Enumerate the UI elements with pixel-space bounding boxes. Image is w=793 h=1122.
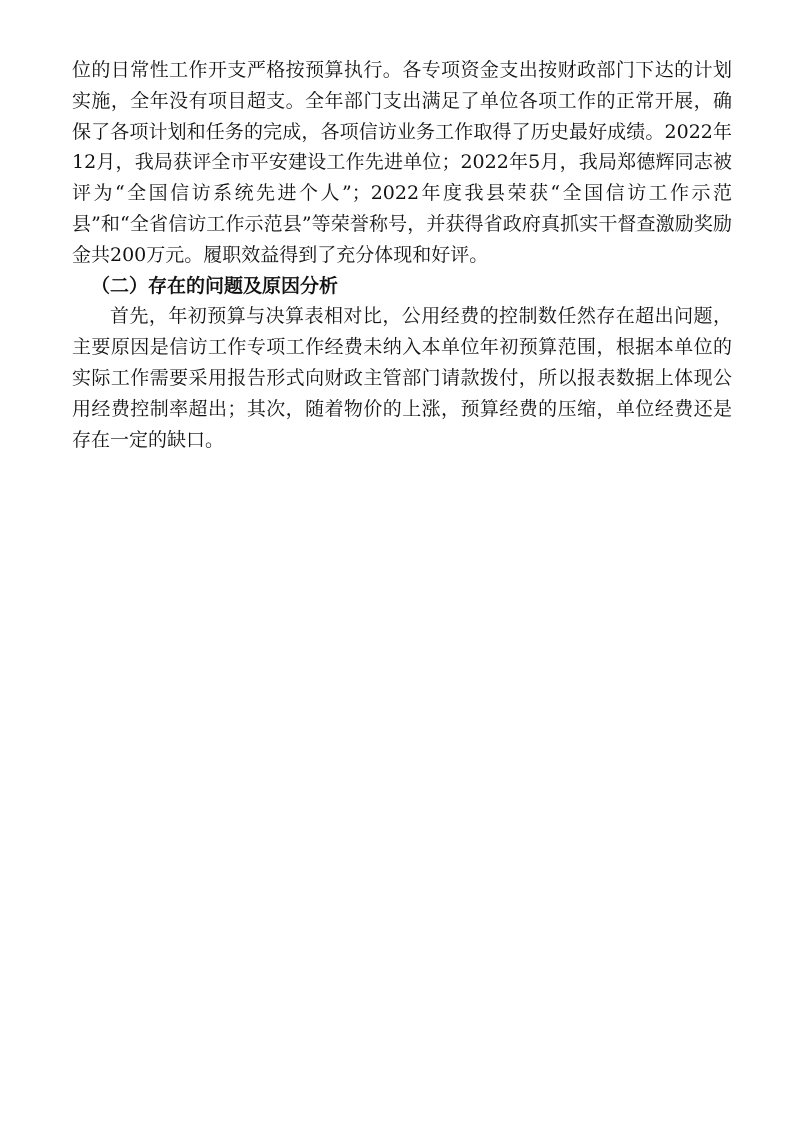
continued-paragraph: 位的日常性工作开支严格按预算执行。各专项资金支出按财政部门下达的计划实施，全年没有项目超支。全年部门支出满足了单位各项工作的正常开展，确保了各项计划和任务的完成，各项信访业务工作取得了历史最好成绩。2022年12月，我局获评全市平安建设工作先进单位；2022年5月，我局郑德辉同志被评为“全国信访系统先进个人”；2022年度我县荣获“全国信访工作示范县”和“全省信访工作示范县”等荣誉称号，并获得省政府真抓实干督查激励奖励金共200万元。履职效益得到了充分体现和好评。 (72, 59, 732, 266)
section-paragraph: 首先，年初预算与决算表相对比，公用经费的控制数任然存在超出问题，主要原因是信访工作专项工作经费未纳入本单位年初预算范围，根据本单位的实际工作需要采用报告形式向财政主管部门请款拨付，所以报表数据上体现公用经费控制率超出；其次，随着物价的上涨，预算经费的压缩，单位经费还是存在一定的缺口。 (72, 305, 732, 451)
document-body (72, 55, 732, 455)
section-heading: （二）存在的问题及原因分析 (91, 274, 339, 297)
